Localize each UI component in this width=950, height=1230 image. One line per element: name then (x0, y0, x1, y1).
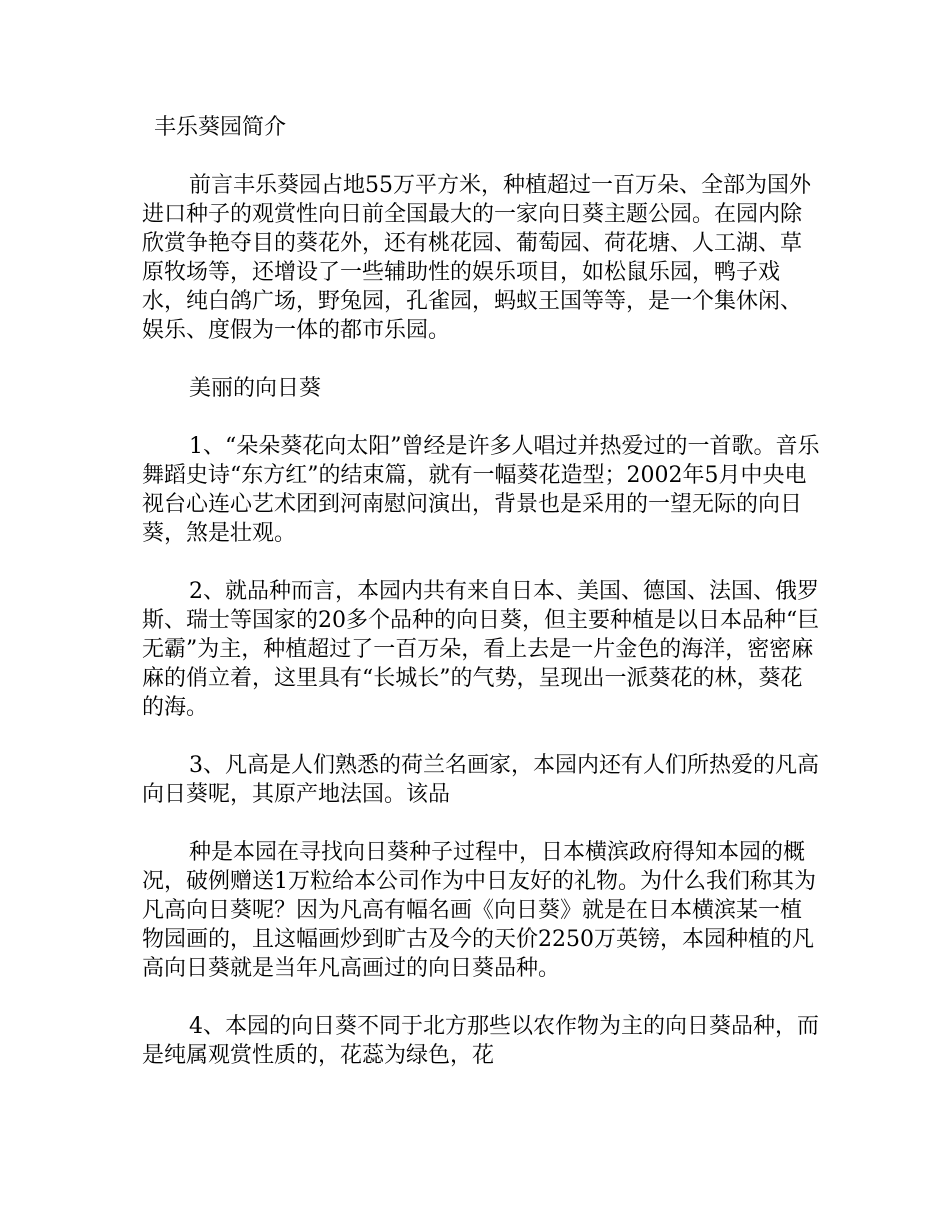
paragraph-3-continued: 种是本园在寻找向日葵种子过程中，日本横滨政府得知本园的概况，破例赠送1万粒给本公司作为中日友好的礼物。为什么我们称其为凡高向日葵呢？因为凡高有幅名画《向日葵》就是在日本横滨某一植物园画的，且这幅画炒到旷古及今的天价2250万英镑，本园种植的凡高向日葵就是当年凡高画过的向日葵品种。 (142, 840, 816, 981)
paragraph-2: 2、就品种而言，本园内共有来自日本、美国、德国、法国、俄罗斯、瑞士等国家的20多个品种的向日葵，但主要种植是以日本品种“巨无霸”为主，种植超过了一百万朵，看上去是一片金色的海洋，密密麻麻的俏立着，这里具有“长城长”的气势，呈现出一派葵花的林，葵花的海。 (142, 579, 820, 720)
paragraph-1: 1、“朵朵葵花向太阳”曾经是许多人唱过并热爱过的一首歌。音乐舞蹈史诗“东方红”的结束篇，就有一幅葵花造型；2002年5月中央电视台心连心艺术团到河南慰问演出，背景也是采用的一望无际的向日葵，煞是壮观。 (142, 434, 820, 546)
document-title: 丰乐葵园简介 (154, 115, 287, 140)
paragraph-intro: 前言丰乐葵园占地55万平方米，种植超过一百万朵、全部为国外进口种子的观赏性向日前全国最大的一家向日葵主题公园。在园内除欣赏争艳夺目的葵花外，还有桃花园、葡萄园、荷花塘、人工湖、草原牧场等，还增设了一些辅助性的娱乐项目，如松鼠乐园，鸭子戏水，纯白鸽广场，野兔园，孔雀园，蚂蚁王国等等，是一个集休闲、娱乐、度假为一体的都市乐园。 (142, 173, 811, 343)
section-heading: 美丽的向日葵 (189, 376, 322, 401)
document-body (142, 113, 822, 1070)
paragraph-3: 3、凡高是人们熟悉的荷兰名画家，本园内还有人们所热爱的凡高向日葵呢，其原产地法国。该品 (142, 753, 819, 807)
paragraph-4: 4、本园的向日葵不同于北方那些以农作物为主的向日葵品种，而是纯属观赏性质的，花蕊为绿色，花 (142, 1014, 819, 1068)
